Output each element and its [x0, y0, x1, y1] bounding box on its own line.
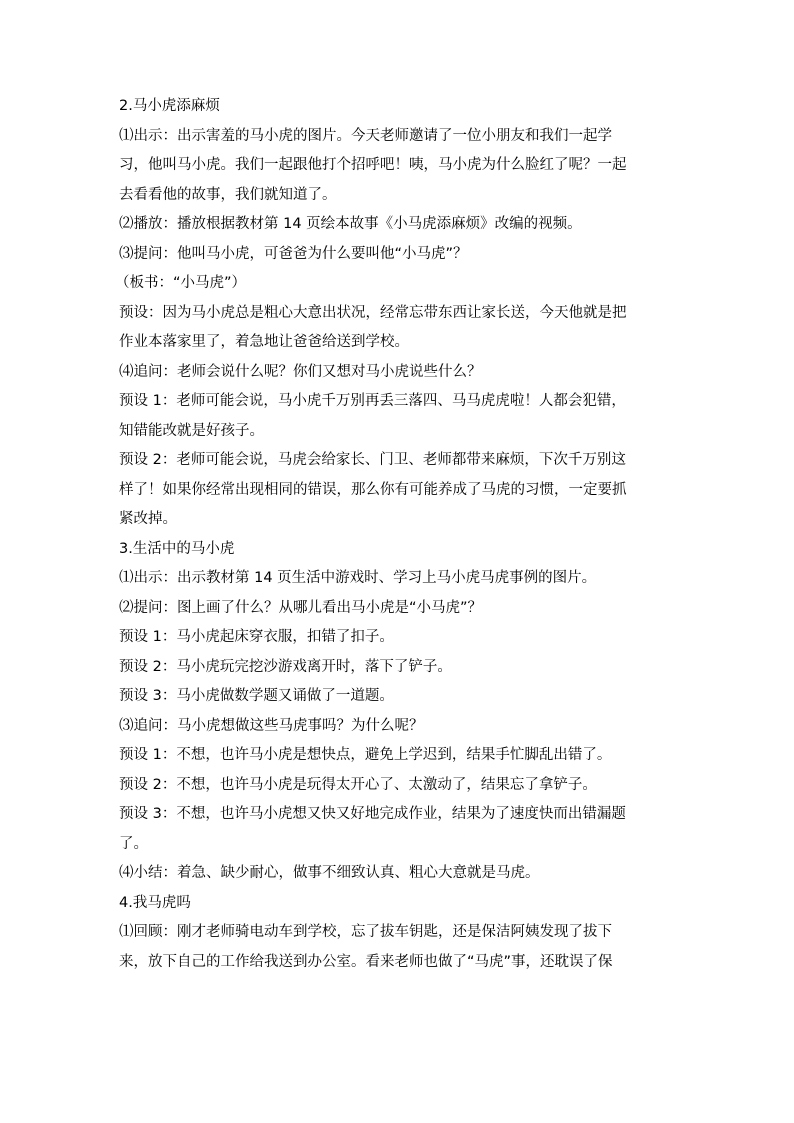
- text-line: ⑷追问：老师会说什么呢？你们又想对马小虎说些什么？: [119, 363, 482, 380]
- text-line: 预设 1：马小虎起床穿衣服，扣错了扣子。: [119, 629, 394, 645]
- text-line: ⑴出示：出示教材第 14 页生活中游戏时、学习上马小虎马虎事例的图片。: [119, 570, 597, 586]
- section-heading-3: 3.生活中的马小虎: [119, 540, 235, 557]
- text-line: （板书：“小马虎”）: [115, 275, 247, 291]
- text-line: 预设 1：不想，也许马小虎是想快点，避免上学迟到，结果手忙脚乱出错了。: [119, 747, 612, 763]
- text-line: 紧改掉。: [119, 511, 177, 527]
- text-line: 预设 2：马小虎玩完挖沙游戏离开时，落下了铲子。: [119, 658, 452, 675]
- text-line: 样了！如果你经常出现相同的错误，那么你有可能养成了马虎的习惯，一定要抓: [119, 481, 627, 498]
- text-line: 习，他叫马小虎。我们一起跟他打个招呼吧！咦，马小虎为什么脸红了呢？一起: [119, 157, 627, 173]
- document-page: [115, 92, 681, 977]
- text-line: 知错能改就是好孩子。: [119, 422, 264, 439]
- text-line: 预设 3：不想，也许马小虎想又快又好地完成作业，结果为了速度快而出错漏题: [119, 806, 626, 822]
- text-line: 来，放下自己的工作给我送到办公室。看来老师也做了“马虎”事，还耽误了保: [119, 953, 613, 970]
- text-line: 去看看他的故事，我们就知道了。: [119, 186, 337, 203]
- section-heading-4: 4.我马虎吗: [119, 894, 191, 911]
- section-heading-2: 2.马小虎添麻烦: [119, 98, 220, 114]
- text-line: ⑶追问：马小虎想做这些马虎事吗？为什么呢？: [119, 717, 424, 734]
- text-line: ⑵提问：图上画了什么？从哪儿看出马小虎是“小马虎”？: [119, 599, 483, 616]
- text-line: 预设 2：老师可能会说，马虎会给家长、门卫、老师都带来麻烦，下次千万别这: [119, 452, 626, 468]
- text-line: ⑵播放：播放根据教材第 14 页绘本故事《小马虎添麻烦》改编的视频。: [119, 216, 582, 232]
- text-line: ⑶提问：他叫马小虎，可爸爸为什么要叫他“小马虎”？: [119, 245, 468, 262]
- text-line: 预设 2：不想，也许马小虎是玩得太开心了、太激动了，结果忘了拿铲子。: [119, 776, 597, 793]
- text-line: 预设：因为马小虎总是粗心大意出状况，经常忘带东西让家长送，今天他就是把: [119, 304, 627, 321]
- text-line: 预设 3：马小虎做数学题又诵做了一道题。: [119, 688, 394, 704]
- text-line: ⑴回顾：刚才老师骑电动车到学校，忘了拔车钥匙，还是保洁阿姨发现了拔下: [119, 924, 612, 940]
- text-line: 了。: [119, 835, 148, 852]
- text-line: ⑷小结：着急、缺少耐心，做事不细致认真、粗心大意就是马虎。: [119, 865, 540, 881]
- text-line: ⑴出示：出示害羞的马小虎的图片。今天老师邀请了一位小朋友和我们一起学: [119, 127, 612, 144]
- text-line: 作业本落家里了，着急地让爸爸给送到学校。: [119, 334, 409, 350]
- text-line: 预设 1：老师可能会说，马小虎千万别再丢三落四、马马虎虎啦！人都会犯错，: [119, 393, 626, 409]
